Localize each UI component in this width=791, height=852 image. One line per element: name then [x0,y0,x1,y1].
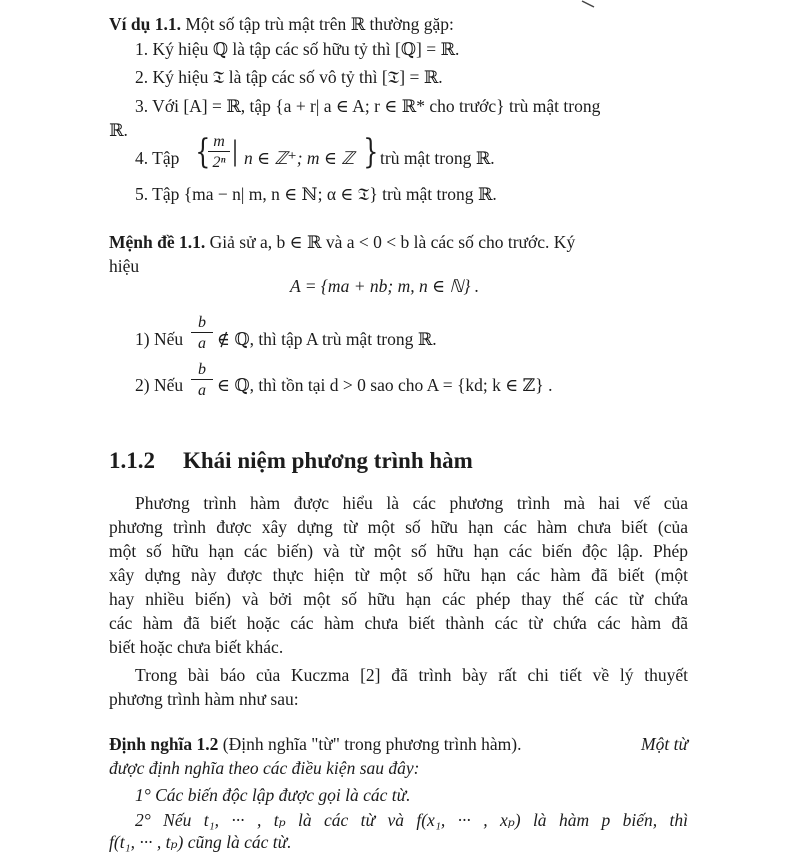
example-item-4-suffix: trù mật trong ℝ. [380,148,495,168]
fraction-b-over-a-1 [191,314,213,352]
fraction-numerator: b [198,361,206,378]
paragraph-1-line-2: phương trình được xây dựng từ một số hữu hạn các hàm chưa biết (của [109,517,688,537]
paragraph-1-line-5: hay nhiều biến) và bởi một số hữu hạn các phép thay thế các từ chứa [109,589,688,609]
definition-paren: (Định nghĩa "từ" trong phương trình hàm). [222,734,522,754]
section-number: 1.1.2 [109,448,155,473]
example-item-3: 3. Với [A] = ℝ, tập {a + r| a ∈ A; r ∈ ℝ* cho trước} trù mật trong [135,96,601,116]
fraction-bar [208,151,230,152]
paragraph-1-line-7: biết hoặc chưa biết khác. [109,637,284,657]
proposition-title: Mệnh đề 1.1. [109,232,206,252]
fraction-bar [191,332,213,333]
example-item-4-prefix: 4. Tập [135,148,180,168]
right-brace: } [363,132,379,172]
proposition-formula: A = {ma + nb; m, n ∈ ℕ} . [290,276,480,296]
paragraph-1-line-4: xây dựng này được thực hiện từ một số hữu hạn các hàm đã biết (một [109,565,688,585]
case-1-prefix: 1) Nếu [135,329,184,349]
definition-italic-2: được định nghĩa theo các điều kiện sau đây: [109,758,420,778]
definition-item-2-line-2: f(t₁, ··· , tₚ) cũng là các từ. [109,832,292,852]
definition-item-1: 1° Các biến độc lập được gọi là các từ. [135,785,411,805]
definition-line-1 [109,734,688,754]
scan-mark [580,0,600,10]
example-intro: Một số tập trù mật trên ℝ thường gặp: [185,14,454,34]
example-header [109,14,454,34]
section-heading [109,448,473,474]
case-2-text: ∈ ℚ, thì tồn tại d > 0 sao cho A = {kd; k ∈ ℤ} . [217,375,553,395]
example-title: Ví dụ 1.1. [109,14,181,34]
example-item-4-condition: n ∈ ℤ⁺; m ∈ ℤ [244,148,355,168]
case-1-text: ∉ ℚ, thì tập A trù mật trong ℝ. [217,329,437,349]
fraction-denominator: a [198,335,206,352]
paragraph-2-line-2: phương trình hàm như sau: [109,689,299,709]
example-item-1: 1. Ký hiệu ℚ là tập các số hữu tỷ thì [ℚ] = ℝ. [135,39,460,59]
paragraph-1-line-1: Phương trình hàm được hiểu là các phương trình mà hai vế của [135,493,688,513]
fraction-denominator: a [198,382,206,399]
paragraph-1-line-6: các hàm đã biết hoặc các hàm chưa biết thành các từ chứa các hàm đã [109,613,688,633]
fraction-b-over-a-2 [191,361,213,399]
left-brace: { [195,132,211,172]
fraction-numerator: b [198,314,206,331]
proposition-line-1 [109,232,575,252]
definition-item-2-line-1: 2° Nếu t₁, ··· , tₚ là các từ và f(x₁, ··· , xₚ) là hàm p biến, thì [135,810,688,830]
paragraph-1-line-3: một số hữu hạn các biến) và từ một số hữu hạn các biến độc lập. Phép [109,541,688,561]
fraction-numerator: m [213,133,225,150]
proposition-text-1: Giả sử a, b ∈ ℝ và a < 0 < b là các số cho trước. Ký [209,232,576,252]
fraction-denominator: 2ⁿ [212,154,226,171]
example-item-3-cont: ℝ. [109,120,128,140]
definition-title: Định nghĩa 1.2 [109,734,219,754]
proposition-text-2: hiệu [109,256,140,276]
set-separator: | [232,134,239,167]
definition-italic-1: Một từ [641,734,688,754]
fraction-m-over-2n [208,133,230,171]
example-item-2: 2. Ký hiệu 𝔗 là tập các số vô tỷ thì [𝔗] = ℝ. [135,67,443,87]
example-item-5: 5. Tập {ma − n| m, n ∈ ℕ; α ∈ 𝔗} trù mật trong ℝ. [135,184,497,204]
case-2-prefix: 2) Nếu [135,375,184,395]
section-title: Khái niệm phương trình hàm [183,448,473,473]
paragraph-2-line-1: Trong bài báo của Kuczma [2] đã trình bày rất chi tiết về lý thuyết [135,665,688,685]
fraction-bar [191,379,213,380]
